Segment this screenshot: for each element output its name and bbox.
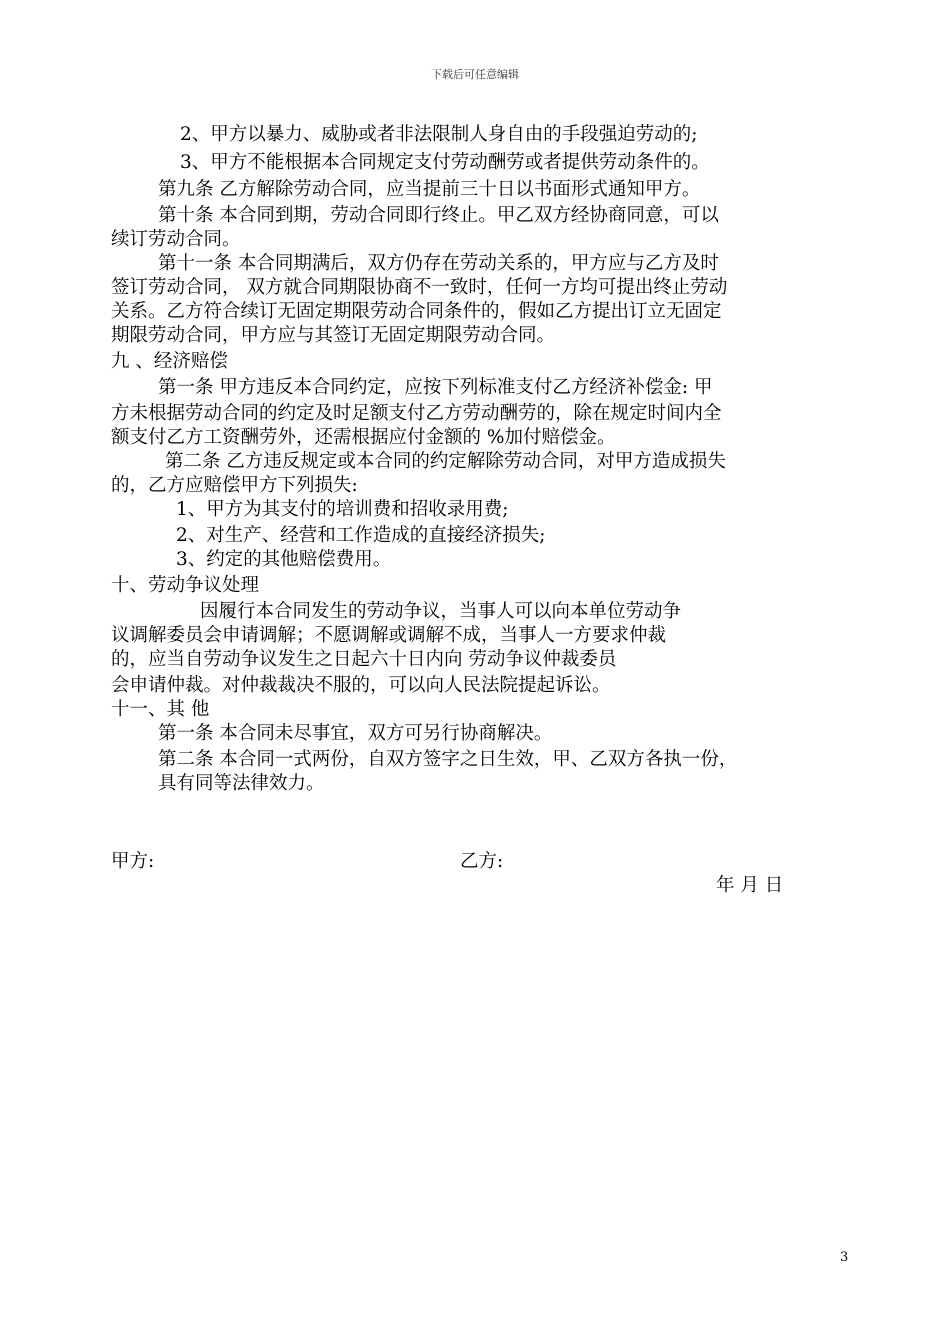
page-number: 3 (840, 1250, 849, 1265)
text-line: 的，应当自劳动争议发生之日起六十日内向 劳动争议仲裁委员 (111, 649, 617, 670)
text-line: 的，乙方应赔偿甲方下列损失: (111, 475, 358, 496)
text-line: 第一条 本合同未尽事宜，双方可另行协商解决。 (158, 723, 553, 744)
text-line: 额支付乙方工资酬劳外，还需根据应付金额的 %加付赔偿金。 (111, 427, 616, 448)
text-line: 签订劳动合同， 双方就合同期限协商不一致时，任何一方均可提出终止劳动 (111, 277, 728, 298)
signature-date: 年 月 日 (716, 875, 784, 896)
text-line: 方未根据劳动合同的约定及时足额支付乙方劳动酬劳的，除在规定时间内全 (111, 403, 722, 424)
text-line: 第二条 本合同一式两份，自双方签字之日生效，甲、乙双方各执一份， (158, 749, 738, 770)
page-header: 下载后可任意编辑 (431, 68, 519, 81)
text-line: 具有同等法律效力。 (158, 773, 325, 794)
text-line: 第九条 乙方解除劳动合同，应当提前三十日以书面形式通知甲方。 (158, 179, 701, 200)
section-heading: 十一、其 他 (111, 699, 210, 720)
text-line: 会申请仲裁。对仲裁裁决不服的，可以向人民法院提起诉讼。 (111, 675, 611, 696)
text-line: 1、甲方为其支付的培训费和招收录用费; (176, 499, 509, 520)
text-line: 关系。乙方符合续订无固定期限劳动合同条件的，假如乙方提出订立无固定 (111, 301, 722, 322)
text-line: 因履行本合同发生的劳动争议，当事人可以向本单位劳动争 (200, 601, 682, 622)
text-line: 期限劳动合同，甲方应与其签订无固定期限劳动合同。 (111, 325, 556, 346)
section-heading: 九 、经济赔偿 (111, 351, 228, 372)
text-line: 3、甲方不能根据本合同规定支付劳动酬劳或者提供劳动条件的。 (180, 152, 710, 173)
text-line: 第二条 乙方违反规定或本合同的约定解除劳动合同，对甲方造成损失 (165, 451, 726, 472)
text-line: 第一条 甲方违反本合同约定，应按下列标准支付乙方经济补偿金: 甲 (158, 377, 713, 398)
text-line: 2、对生产、经营和工作造成的直接经济损失; (176, 525, 546, 546)
text-line: 第十条 本合同到期，劳动合同即行终止。甲乙双方经协商同意，可以 (158, 205, 719, 226)
text-line: 2、甲方以暴力、威胁或者非法限制人身自由的手段强迫劳动的; (180, 124, 698, 145)
party-b-signature-label: 乙方: (460, 851, 504, 872)
section-heading: 十、劳动争议处理 (111, 575, 260, 596)
text-line: 3、约定的其他赔偿费用。 (176, 549, 392, 570)
party-a-signature-label: 甲方: (111, 851, 155, 872)
text-line: 续订劳动合同。 (111, 229, 241, 250)
text-line: 议调解委员会申请调解；不愿调解或调解不成，当事人一方要求仲裁 (111, 625, 667, 646)
text-line: 第十一条 本合同期满后，双方仍存在劳动关系的，甲方应与乙方及时 (158, 253, 719, 274)
